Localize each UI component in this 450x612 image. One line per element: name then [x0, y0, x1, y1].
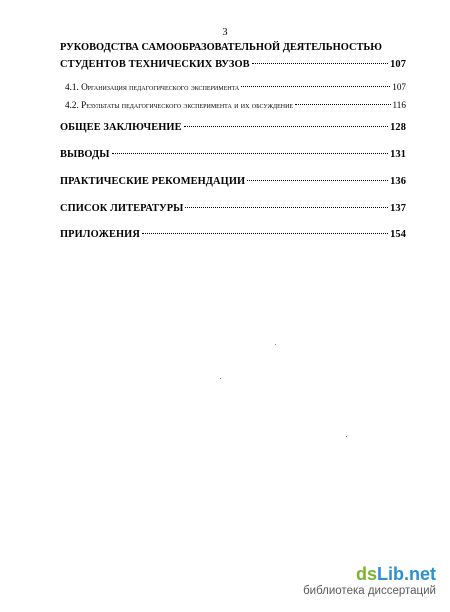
toc-entry-page: 136 — [390, 176, 406, 187]
toc-entry-findings — [60, 149, 406, 160]
watermark — [226, 565, 436, 597]
toc-entry-title: ВЫВОДЫ — [60, 149, 110, 160]
toc-entry-page: 116 — [392, 100, 406, 110]
toc-entry-title: ОБЩЕЕ ЗАКЛЮЧЕНИЕ — [60, 122, 182, 133]
toc-entry-general-conclusion — [60, 122, 406, 133]
toc-entry-4-1 — [65, 82, 406, 92]
scan-speck — [346, 436, 347, 437]
toc-entry-4-2 — [65, 100, 406, 110]
watermark-subtitle: библиотека диссертаций — [303, 585, 436, 597]
toc-entry-recommendations — [60, 176, 406, 187]
toc-entry-page: 137 — [390, 203, 406, 214]
scan-speck — [275, 344, 276, 345]
toc-entry-chapter4-title-line1: РУКОВОДСТВА САМООБРАЗОВАТЕЛЬНОЙ ДЕЯТЕЛЬНОСТЬЮ — [60, 42, 382, 53]
dot-leader — [185, 207, 388, 208]
dot-leader — [247, 180, 388, 181]
toc-entry-title: ПРАКТИЧЕСКИЕ РЕКОМЕНДАЦИИ — [60, 176, 246, 187]
dot-leader — [241, 86, 390, 87]
toc-entry-title: 4.2. Результаты педагогического эксперимента и их обсуждение — [65, 100, 294, 110]
toc-entry-chapter4 — [60, 59, 406, 70]
toc-entry-title: СПИСОК ЛИТЕРАТУРЫ — [60, 203, 184, 214]
toc-entry-references — [60, 203, 406, 214]
toc-entry-title: 4.1. Организация педагогического эксперимента — [65, 82, 240, 92]
toc-entry-page: 131 — [390, 149, 406, 160]
toc-entry-page: 107 — [390, 59, 406, 70]
dot-leader — [112, 153, 389, 154]
toc-entry-page: 107 — [392, 82, 406, 92]
toc-entry-title: ПРИЛОЖЕНИЯ — [60, 229, 140, 240]
dot-leader — [142, 233, 388, 234]
page-number: 3 — [222, 27, 228, 38]
scan-speck — [220, 378, 221, 379]
toc-entry-title: СТУДЕНТОВ ТЕХНИЧЕСКИХ ВУЗОВ — [60, 59, 250, 70]
dslib-logo: dsLib.net — [355, 564, 436, 584]
toc-entry-page: 154 — [390, 229, 406, 240]
toc-entry-appendices — [60, 229, 406, 240]
dot-leader — [184, 126, 388, 127]
dot-leader — [295, 104, 390, 105]
toc-entry-page: 128 — [390, 122, 406, 133]
dot-leader — [252, 63, 388, 64]
